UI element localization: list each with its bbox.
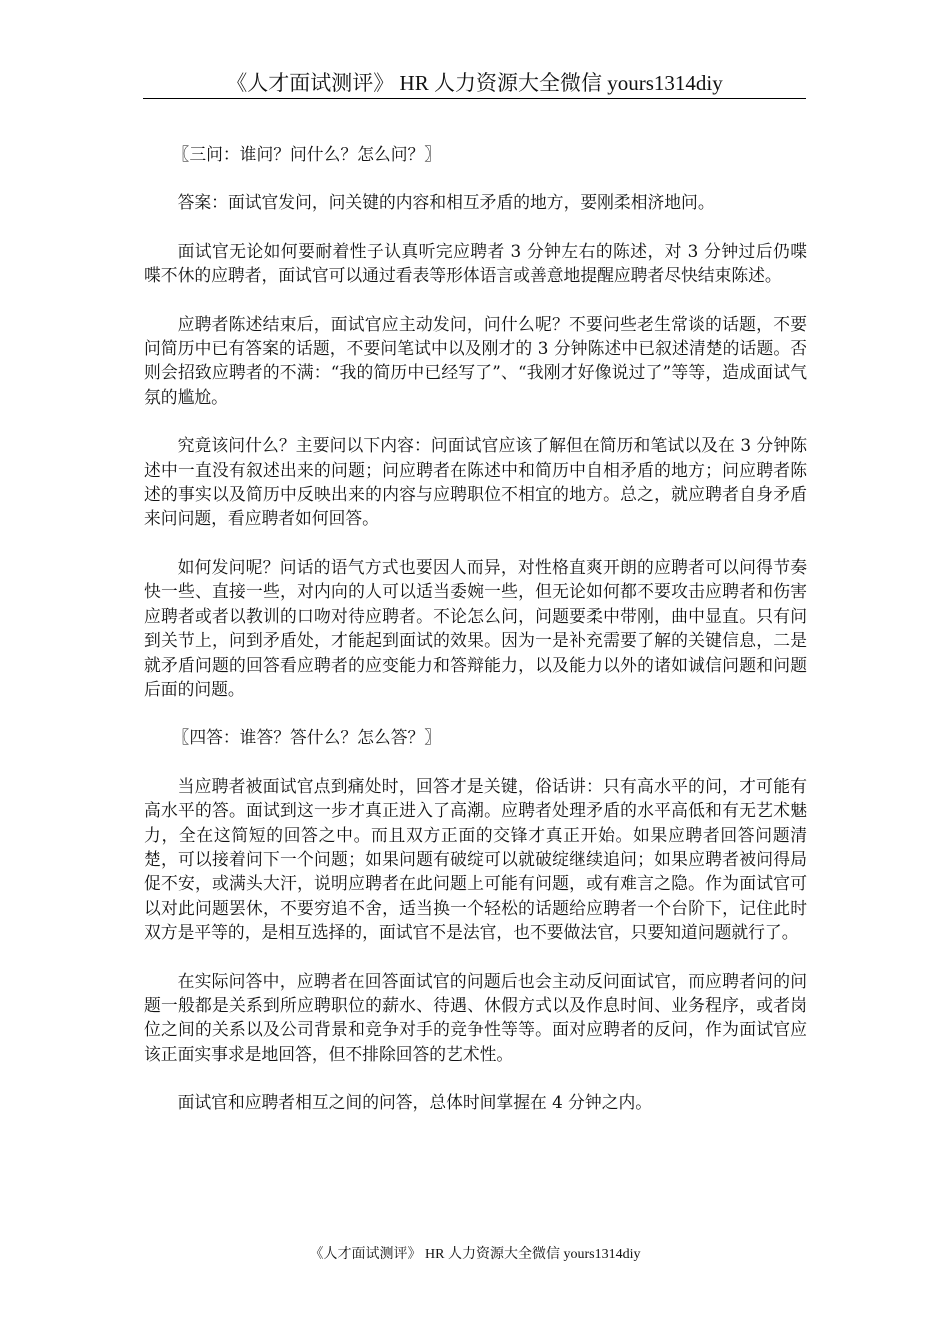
paragraph: 在实际问答中，应聘者在回答面试官的问题后也会主动反问面试官，而应聘者问的问题一般都是关系到所应聘职位的薪水、待遇、休假方式以及作息时间、业务程序，或者岗位之间的关系以及公司背景和竞争对手的竞争性等等。面对应聘者的反问，作为面试官应该正面实事求是地回答，但不排除回答的艺术性。: [144, 970, 807, 1064]
document-body: [144, 142, 807, 1139]
paragraph: 如何发问呢？问话的语气方式也要因人而异，对性格直爽开朗的应聘者可以问得节奏快一些、直接一些，对内向的人可以适当委婉一些，但无论如何都不要攻击应聘者和伤害应聘者或者以教训的口吻对待应聘者。不论怎么问，问题要柔中带刚，曲中显直。只有问到关节上，问到矛盾处，才能起到面试的效果。因为一是补充需要了解的关键信息，二是就矛盾问题的回答看应聘者的应变能力和答辩能力，以及能力以外的诸如诚信问题和问题后面的问题。: [144, 556, 807, 699]
paragraph: 面试官和应聘者相互之间的问答，总体时间掌握在 4 分钟之内。: [177, 1092, 653, 1113]
section-heading-four-answers: 〖四答：谁答？答什么？怎么答？〗: [172, 727, 442, 748]
paragraph: 当应聘者被面试官点到痛处时，回答才是关键，俗话讲：只有高水平的问，才可能有高水平的答。面试到这一步才真正进入了高潮。应聘者处理矛盾的水平高低和有无艺术魅力，全在这简短的回答之中。而且双方正面的交锋才真正开始。如果应聘者回答问题清楚，可以接着问下一个问题；如果问题有破绽可以就破绽继续追问；如果应聘者被问得局促不安，或满头大汗，说明应聘者在此问题上可能有问题，或有难言之隐。作为面试官可以对此问题罢休，不要穷追不舍，适当换一个轻松的话题给应聘者一个台阶下，记住此时双方是平等的，是相互选择的，面试官不是法官，也不要做法官，只要知道问题就行了。: [144, 775, 807, 943]
paragraph: 面试官无论如何要耐着性子认真听完应聘者 3 分钟左右的陈述，对 3 分钟过后仍喋喋不休的应聘者，面试官可以通过看表等形体语言或善意地提醒应聘者尽快结束陈述。: [144, 240, 807, 286]
paragraph: 究竟该问什么？主要问以下内容：问面试官应该了解但在简历和笔试以及在 3 分钟陈述中一直没有叙述出来的问题；问应聘者在陈述中和简历中自相矛盾的地方；问应聘者陈述的事实以及简历中反映出来的内容与应聘职位不相宜的地方。总之，就应聘者自身矛盾来问问题，看应聘者如何回答。: [144, 435, 807, 529]
paragraph: 应聘者陈述结束后，面试官应主动发问，问什么呢？不要问些老生常谈的话题，不要问简历中已有答案的话题，不要问笔试中以及刚才的 3 分钟陈述中已叙述清楚的话题。否则会招致应聘者的不满：“我的简历中已经写了”、“我刚才好像说过了”等等，造成面试气氛的尴尬。: [144, 313, 807, 407]
page-header: 《人才面试测评》 HR 人力资源大全微信 yours1314diy: [226, 71, 723, 95]
header-divider: [143, 98, 806, 99]
paragraph-answer: 答案：面试官发问，问关键的内容和相互矛盾的地方，要刚柔相济地问。: [177, 192, 715, 213]
page-footer: 《人才面试测评》 HR 人力资源大全微信 yours1314diy: [309, 1247, 641, 1262]
section-heading-three-questions: 〖三问：谁问？问什么？怎么问？〗: [172, 144, 442, 164]
